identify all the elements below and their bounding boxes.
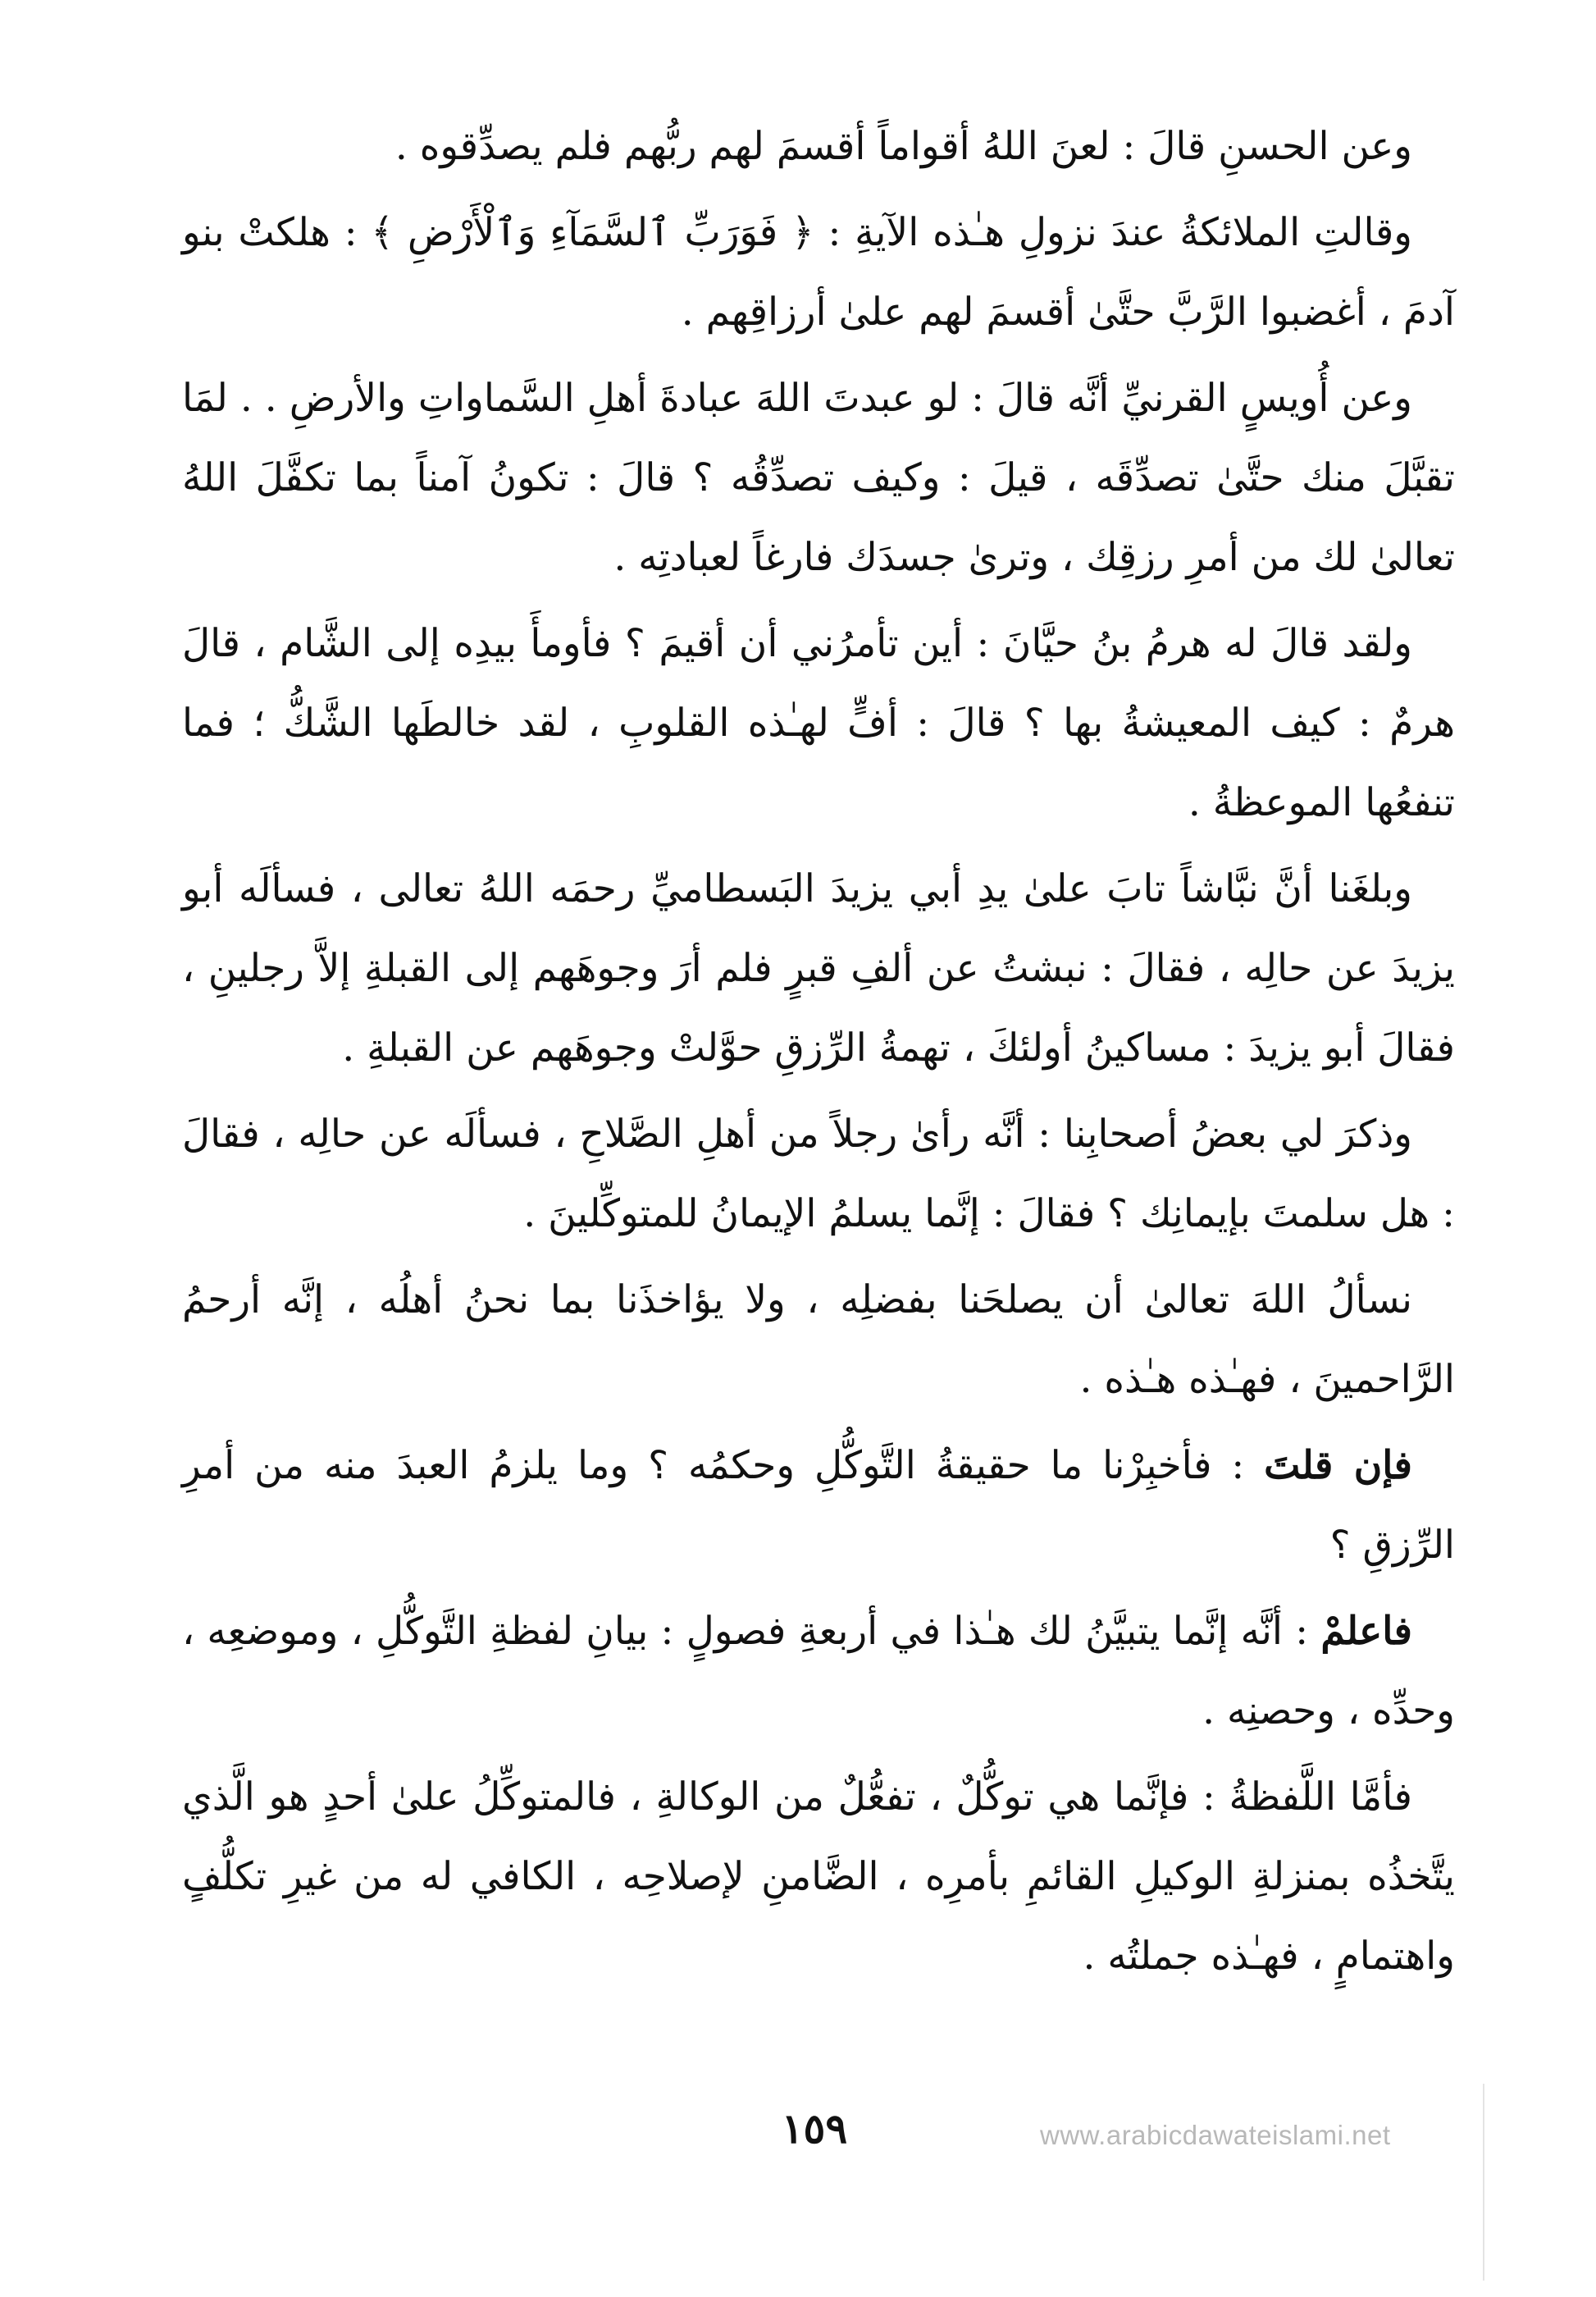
paragraph-harim: [182, 604, 1455, 843]
paragraph-hasan: [182, 107, 1455, 186]
paragraph-text: : أنَّه إنَّما يتبيَّنُ لك هـٰذا في أربعةِ فصولٍ : بيانِ لفظةِ التَّوكُّلِ ، وموضعِه ، وحدِّه ، وحصنِه .: [182, 1609, 1455, 1733]
paragraph-text: وعن الحسنِ قالَ : لعنَ اللهُ أقواماً أقسمَ لهم ربُّهم فلم يصدِّقوه .: [394, 124, 1412, 169]
paragraph-angels: [182, 193, 1455, 352]
paragraph-text: : فأخبِرْنا ما حقيقةُ التَّوكُّلِ وحكمُه ؟ وما يلزمُ العبدَ منه من أمرِ الرِّزقِ ؟: [182, 1443, 1455, 1568]
paragraph-grave-digger: [182, 849, 1455, 1088]
paragraph-text: فأمَّا اللَّفظةُ : فإنَّما هي توكُّلٌ ، تفعُّلٌ من الوكالةِ ، فالمتوكِّلُ علىٰ أحدٍ هو الَّذي يتَّخذُه بمنزلةِ الوكيلِ القائمِ بأمرِه ، الضَّامنِ لإصلاحِه ، الكافي له من غيرِ تكلُّفٍ واهتمامٍ ، فهـٰذه جملتُه .: [182, 1774, 1455, 1979]
paragraph-text: ولقد قالَ له هرمُ بنُ حيَّانَ : أين تأمرُني أن أقيمَ ؟ فأومأَ بيدِه إلى الشَّام ، قالَ هرمٌ : كيف المعيشةُ بها ؟ قالَ : أفٍّ لهـٰذه القلوبِ ، لقد خالطَها الشَّكُّ ؛ فما تنفعُها الموعظةُ .: [182, 621, 1455, 825]
paragraph-text: وعن أُويسٍ القرنيِّ أنَّه قالَ : لو عبدتَ اللهَ عبادةَ أهلِ السَّماواتِ والأرضِ . . لمَا تقبَّلَ منك حتَّىٰ تصدِّقَه ، قيلَ : وكيف تصدِّقُه ؟ قالَ : تكونُ آمناً بما تكفَّلَ اللهُ تعالىٰ لك من أمرِ رزقِك ، وترىٰ جسدَك فارغاً لعبادتِه .: [182, 376, 1455, 580]
body-text: [182, 107, 1455, 2002]
paragraph-text: وذكرَ لي بعضُ أصحابِنا : أنَّه رأىٰ رجلاً من أهلِ الصَّلاحِ ، فسألَه عن حالِه ، فقالَ : هل سلمتَ بإيمانِك ؟ فقالَ : إنَّما يسلمُ الإيمانُ للمتوكِّلينَ .: [182, 1112, 1455, 1236]
paragraph-answer: [182, 1591, 1455, 1751]
paragraph-lead: فاعلمْ: [1320, 1609, 1412, 1654]
paragraph-companions: [182, 1094, 1455, 1254]
paragraph-uways: [182, 358, 1455, 597]
paragraph-text: نسألُ اللهَ تعالىٰ أن يصلحَنا بفضلِه ، ولا يؤاخذَنا بما نحنُ أهلُه ، إنَّه أرحمُ الرَّاحمينَ ، فهـٰذه هـٰذه .: [182, 1277, 1455, 1402]
page-number: ١٥٩: [781, 2104, 848, 2153]
paragraph-text: وقالتِ الملائكةُ عندَ نزولِ هـٰذه الآيةِ : ﴿ فَوَرَبِّ ٱلسَّمَآءِ وَٱلْأَرْضِ ﴾ : هلكتْ بنو آدمَ ، أغضبوا الرَّبَّ حتَّىٰ أقسمَ لهم علىٰ أرزاقِهم .: [182, 210, 1455, 335]
paragraph-question: [182, 1426, 1455, 1585]
paragraph-text: وبلغَنا أنَّ نبَّاشاً تابَ علىٰ يدِ أبي يزيدَ البَسطاميِّ رحمَه اللهُ تعالى ، فسألَه أبو يزيدَ عن حالِه ، فقالَ : نبشتُ عن ألفِ قبرٍ فلم أرَ وجوهَهم إلى القبلةِ إلاَّ رجلينِ ، فقالَ أبو يزيدَ : مساكينُ أولئكَ ، تهمةُ الرِّزقِ حوَّلتْ وجوهَهم عن القبلةِ .: [182, 866, 1455, 1071]
website-watermark: www.arabicdawateislami.net: [1040, 2120, 1391, 2150]
scan-edge-divider: [1483, 2084, 1484, 2281]
paragraph-definition: [182, 1757, 1455, 1996]
paragraph-lead: فإن قلتَ: [1264, 1443, 1413, 1488]
paragraph-supplication: [182, 1260, 1455, 1419]
